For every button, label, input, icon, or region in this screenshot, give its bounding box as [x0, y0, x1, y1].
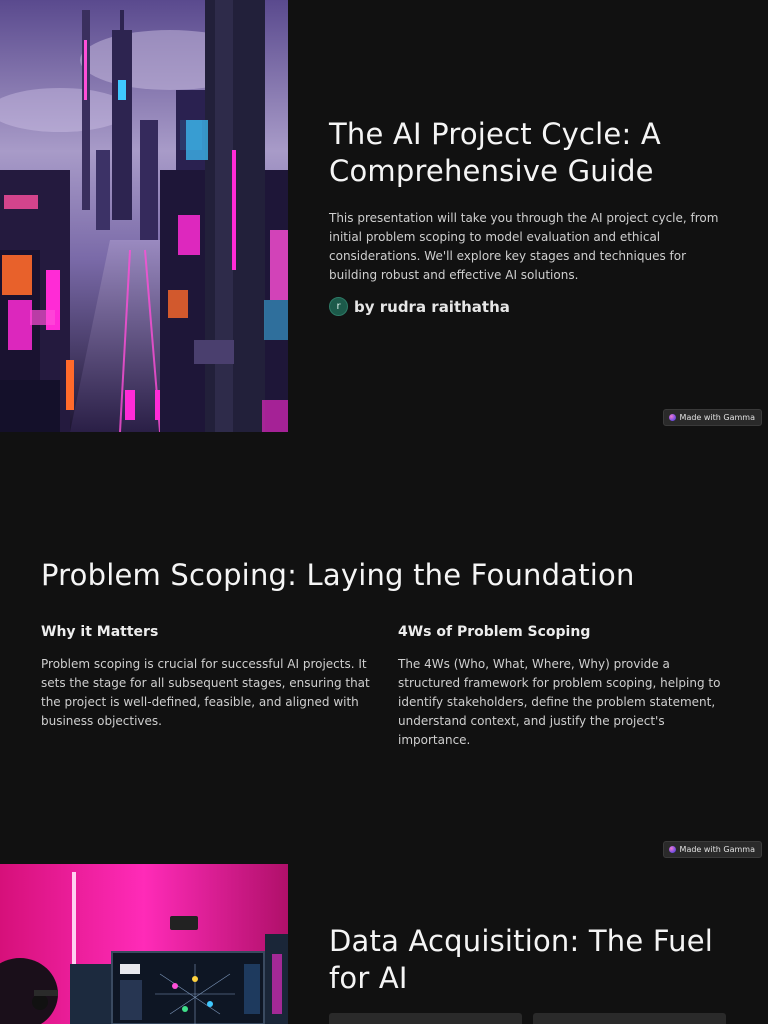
made-with-gamma-badge[interactable]: [663, 409, 762, 426]
slide-problem-scoping: [0, 432, 768, 864]
column-text: The 4Ws (Who, What, Where, Why) provide a structured framework for problem scoping, helping to identify stakeholders, define the problem statement, understand context, and justify the project's importance.: [398, 657, 721, 747]
section-title: Data Acquisition: The Fuel for AI: [329, 924, 714, 995]
badge-label: Made with Gamma: [679, 413, 755, 422]
section-title: Problem Scoping: Laying the Foundation: [41, 558, 635, 592]
column-heading: Why it Matters: [41, 624, 159, 640]
author-line[interactable]: [329, 297, 510, 316]
column-heading: 4Ws of Problem Scoping: [398, 624, 591, 640]
gamma-logo-icon: [669, 414, 676, 421]
avatar: r: [329, 297, 348, 316]
made-with-gamma-badge[interactable]: [663, 841, 762, 858]
author-name: by rudra raithatha: [354, 297, 510, 316]
gamma-logo-icon: [669, 846, 676, 853]
person-at-monitors-image: [0, 864, 288, 1024]
slide-title: [0, 0, 768, 432]
page-title: The AI Project Cycle: A Comprehensive Guide: [329, 117, 661, 188]
cyberpunk-city-image: [0, 0, 288, 432]
badge-label: Made with Gamma: [679, 845, 755, 854]
content-card: [533, 1013, 726, 1024]
intro-description: This presentation will take you through the AI project cycle, from initial problem scoping to model evaluation and ethical considerations. We'll explore key stages and techniques for building robust and effective AI solutions.: [329, 211, 719, 282]
content-card: [329, 1013, 522, 1024]
column-text: Problem scoping is crucial for successful AI projects. It sets the stage for all subsequent stages, ensuring that the project is well-defined, feasible, and aligned with business objectives.: [41, 657, 370, 728]
